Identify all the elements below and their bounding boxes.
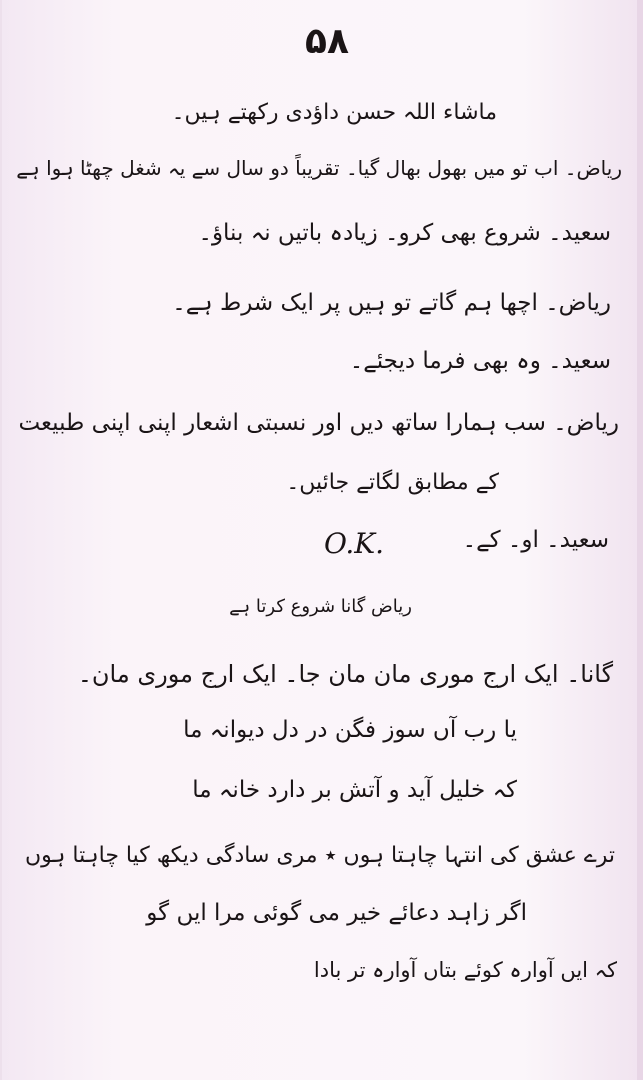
verse-line-5: کہ ایں آوارہ کوئے بتاں آوارہ تر بادا	[313, 958, 617, 982]
dialogue-saeed-3: سعید۔ او۔ کے۔	[462, 527, 609, 553]
verse-line-3: ترے عشق کی انتہا چاہتا ہوں ٭ مری سادگی دیکھ کیا چاہتا ہوں	[24, 843, 615, 868]
stage-direction: ریاض گانا شروع کرتا ہے	[229, 596, 412, 617]
ok-latin-text: O.K.	[324, 527, 385, 560]
verse-line-4: اگر زاہد دعائے خیر می گوئی مرا ایں گو	[146, 900, 527, 926]
dialogue-saeed-1: سعید۔ شروع بھی کرو۔ زیادہ باتیں نہ بناؤ۔	[198, 220, 611, 246]
verse-line-2: کہ خلیل آید و آتش بر دارد خانہ ما	[192, 777, 517, 803]
text-line-1: ماشاء اللہ حسن داؤدی رکھتے ہیں۔	[171, 100, 497, 125]
page-number: ۵۸	[305, 21, 349, 62]
dialogue-riaz-3-continued: کے مطابق لگاتے جائیں۔	[286, 470, 499, 495]
verse-line-1: یا رب آں سوز فگن در دل دیوانہ ما	[183, 717, 517, 743]
dialogue-saeed-2: سعید۔ وہ بھی فرما دیجئے۔	[349, 348, 611, 374]
dialogue-riaz-1: ریاض۔ اب تو میں بھول بھال گیا۔ تقریباً دو سال سے یہ شغل چھٹا ہوا ہے	[16, 156, 622, 180]
dialogue-riaz-2: ریاض۔ اچھا ہم گاتے تو ہیں پر ایک شرط ہے۔	[172, 290, 611, 316]
song-line: گانا۔ ایک ارج موری مان مان جا۔ ایک ارج موری مان۔	[77, 660, 613, 688]
dialogue-riaz-3: ریاض۔ سب ہمارا ساتھ دیں اور نسبتی اشعار اپنی اپنی طبیعت	[18, 410, 619, 436]
